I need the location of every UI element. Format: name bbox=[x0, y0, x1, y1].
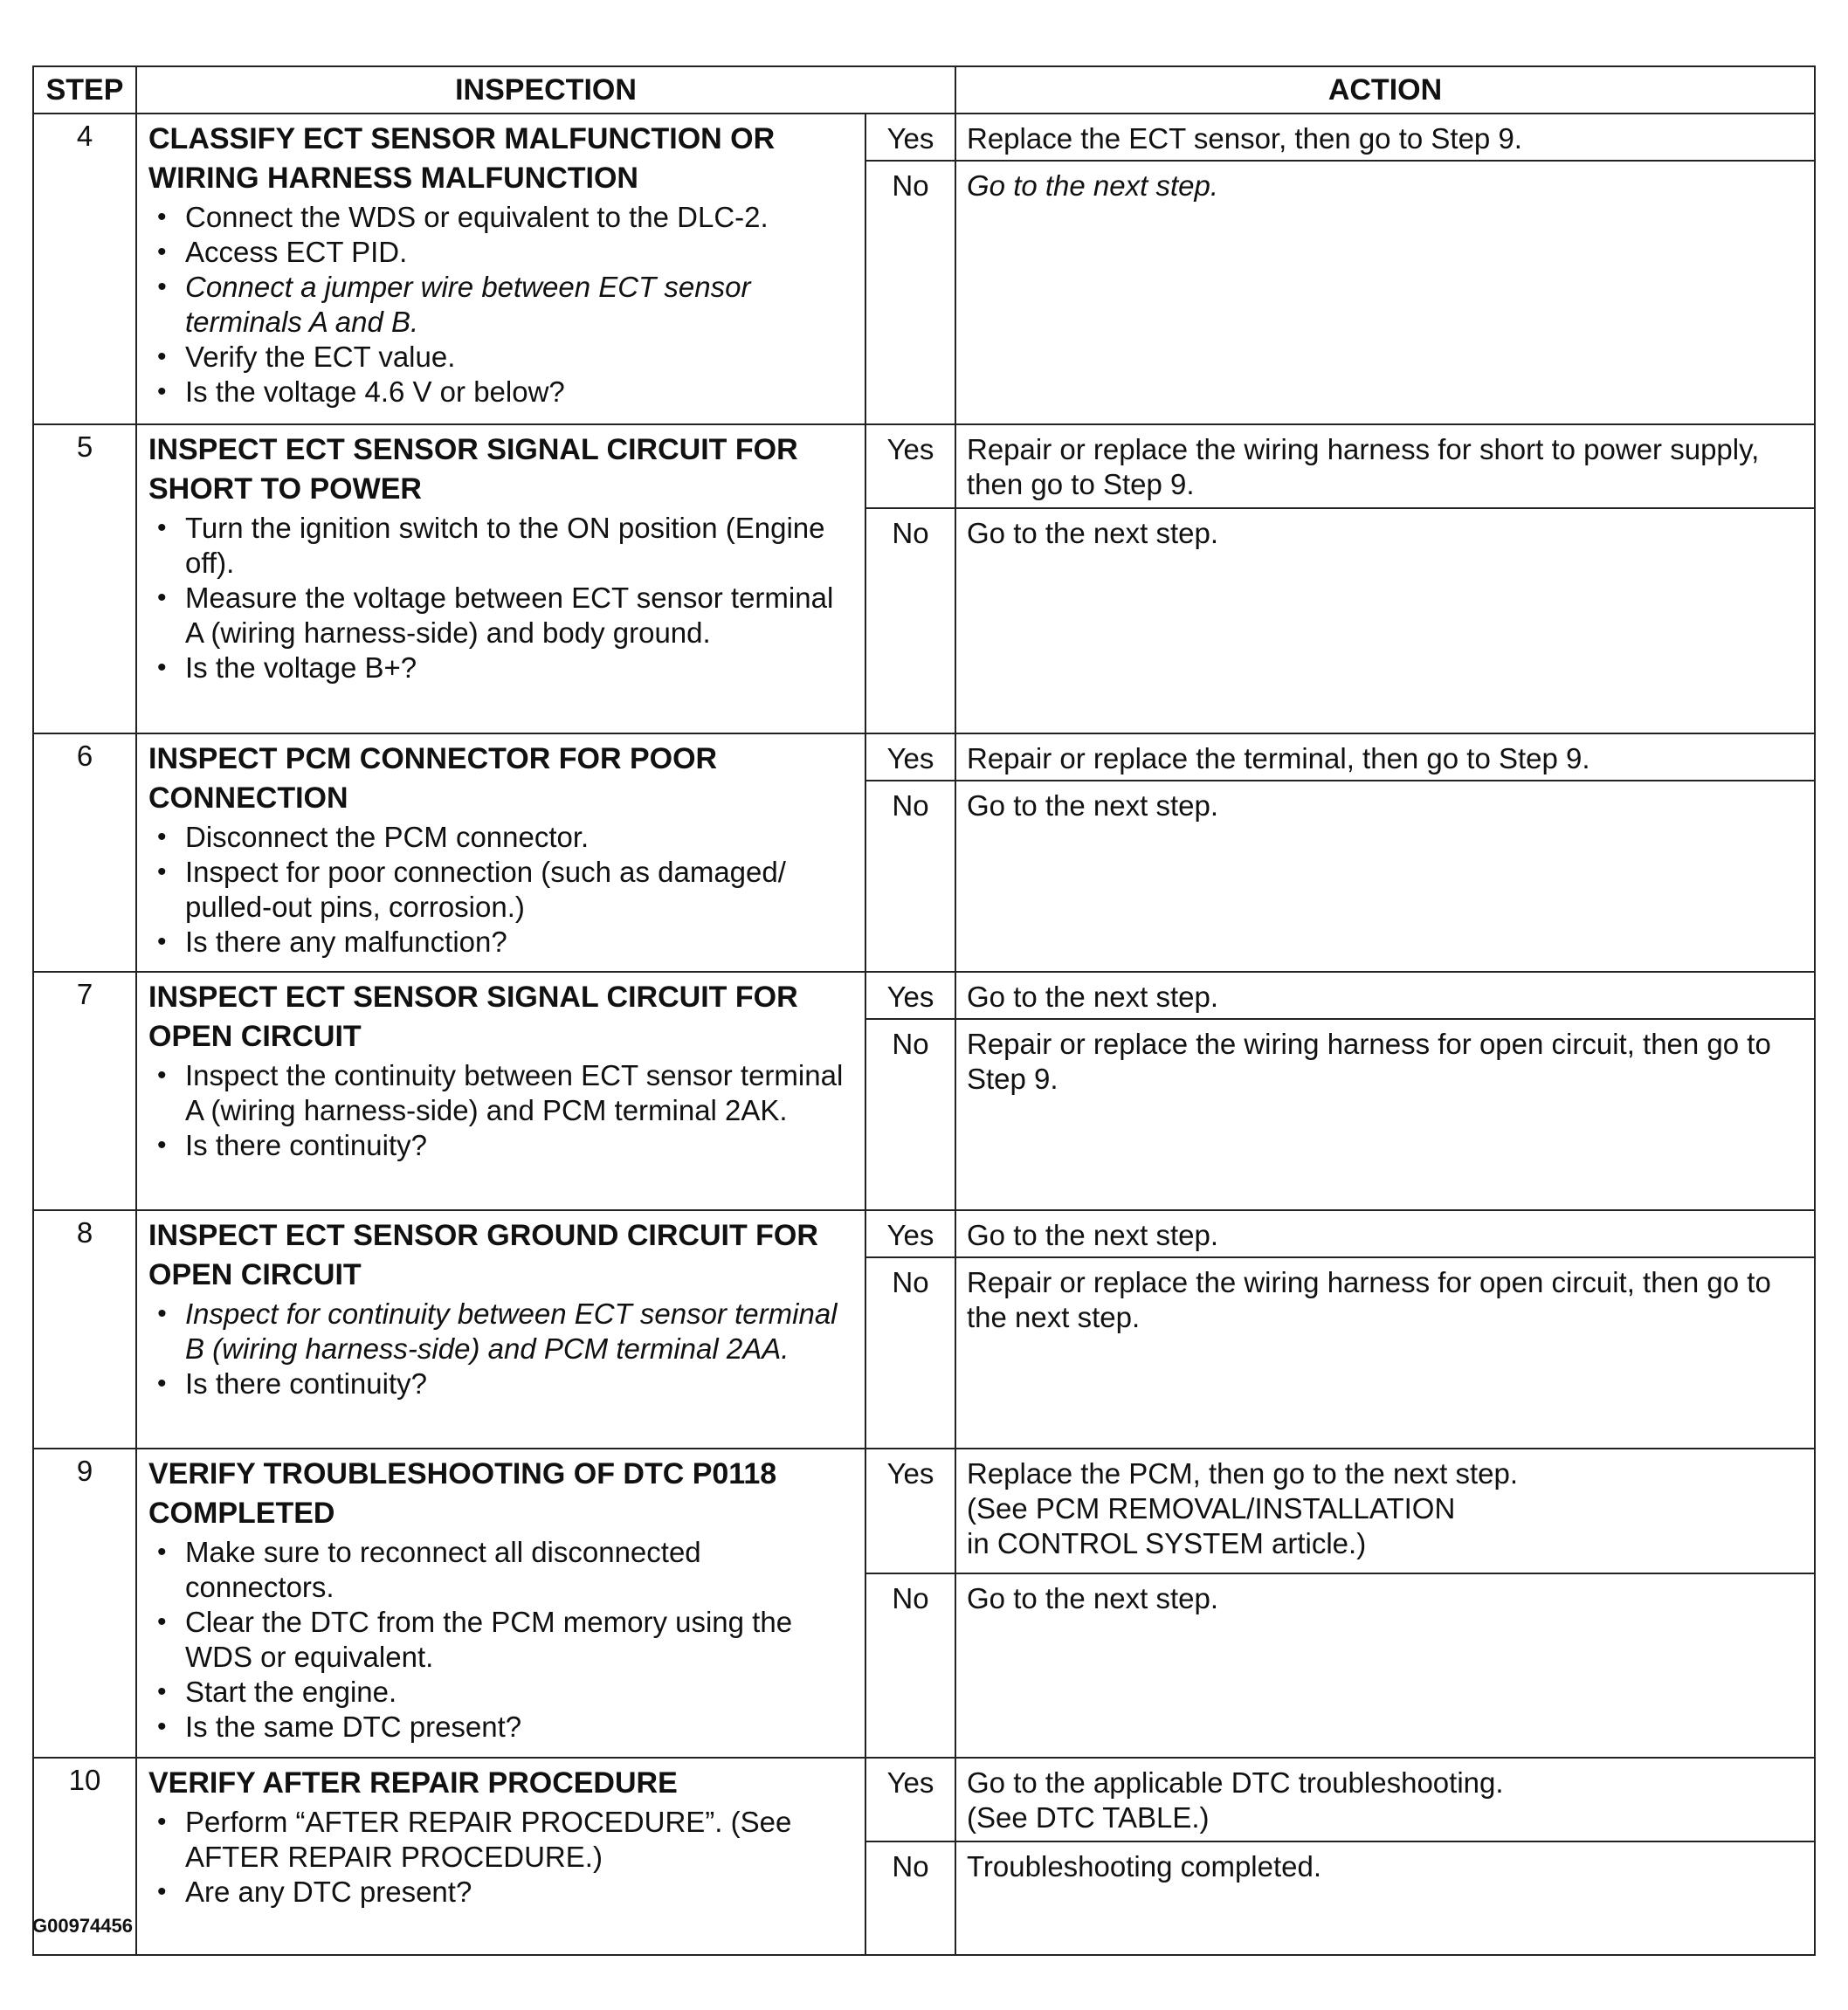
inspection-bullet: • Inspect the continuity between ECT sensor terminal A (wiring harness-side) and PCM terminal 2AK. bbox=[185, 1058, 856, 1128]
no-action: Repair or replace the wiring harness for open circuit, then go to Step 9. bbox=[955, 1019, 1815, 1210]
no-action: Troubleshooting completed. bbox=[955, 1841, 1815, 1955]
yes-label: Yes bbox=[865, 733, 955, 781]
inspection-bullet: • Turn the ignition switch to the ON position (Engine off). bbox=[185, 511, 856, 581]
yes-action: Repair or replace the wiring harness for short to power supply, then go to Step 9. bbox=[955, 424, 1815, 508]
step-number: 6 bbox=[33, 733, 136, 972]
inspection-title: INSPECT ECT SENSOR SIGNAL CIRCUIT FOR SHORT TO POWER bbox=[148, 433, 798, 506]
step-row bbox=[33, 1449, 1815, 1573]
inspection-title: VERIFY TROUBLESHOOTING OF DTC P0118 COMPLETED bbox=[148, 1457, 777, 1530]
step-row bbox=[33, 1758, 1815, 1841]
header-step: STEP bbox=[33, 66, 136, 114]
inspection-title: INSPECT PCM CONNECTOR FOR POOR CONNECTION bbox=[148, 742, 718, 815]
yes-action: Replace the ECT sensor, then go to Step 9. bbox=[955, 114, 1815, 161]
yes-label: Yes bbox=[865, 972, 955, 1019]
inspection-cell bbox=[136, 1758, 865, 1955]
inspection-bullets bbox=[148, 1535, 856, 1745]
yes-label: Yes bbox=[865, 424, 955, 508]
step-number: 5 bbox=[33, 424, 136, 733]
inspection-bullet: • Connect the WDS or equivalent to the DLC-2. bbox=[185, 200, 856, 235]
inspection-bullets bbox=[148, 511, 856, 685]
inspection-bullet: • Access ECT PID. bbox=[185, 235, 856, 270]
inspection-bullets bbox=[148, 1058, 856, 1163]
no-label: No bbox=[865, 1257, 955, 1449]
inspection-bullet: • Measure the voltage between ECT sensor terminal A (wiring harness-side) and body ground. bbox=[185, 581, 856, 650]
inspection-bullets bbox=[148, 200, 856, 410]
step-row bbox=[33, 972, 1815, 1019]
yes-action: Repair or replace the terminal, then go to Step 9. bbox=[955, 733, 1815, 781]
inspection-bullet: • Is the voltage 4.6 V or below? bbox=[185, 375, 856, 410]
figure-id: G00974456 bbox=[32, 1915, 133, 1937]
yes-label: Yes bbox=[865, 1758, 955, 1841]
yes-label: Yes bbox=[865, 1449, 955, 1573]
step-number: 9 bbox=[33, 1449, 136, 1758]
inspection-bullet: • Make sure to reconnect all disconnected connectors. bbox=[185, 1535, 856, 1605]
troubleshooting-table bbox=[32, 65, 1816, 1956]
inspection-bullets bbox=[148, 1805, 856, 1910]
inspection-title: INSPECT ECT SENSOR GROUND CIRCUIT FOR OPEN CIRCUIT bbox=[148, 1219, 818, 1291]
no-label: No bbox=[865, 1841, 955, 1955]
yes-label: Yes bbox=[865, 114, 955, 161]
inspection-cell bbox=[136, 114, 865, 424]
inspection-bullet: • Is there any malfunction? bbox=[185, 925, 856, 960]
inspection-title: VERIFY AFTER REPAIR PROCEDURE bbox=[148, 1766, 678, 1800]
inspection-title: INSPECT ECT SENSOR SIGNAL CIRCUIT FOR OPEN CIRCUIT bbox=[148, 981, 798, 1053]
no-action: Go to the next step. bbox=[955, 161, 1815, 424]
no-action: Go to the next step. bbox=[955, 1573, 1815, 1758]
inspection-bullets bbox=[148, 820, 856, 960]
inspection-bullet: • Is the voltage B+? bbox=[185, 650, 856, 685]
no-label: No bbox=[865, 161, 955, 424]
no-label: No bbox=[865, 508, 955, 733]
header-action: ACTION bbox=[955, 66, 1815, 114]
inspection-cell bbox=[136, 1449, 865, 1758]
step-row bbox=[33, 424, 1815, 508]
inspection-bullet: • Verify the ECT value. bbox=[185, 340, 856, 375]
inspection-bullets bbox=[148, 1297, 856, 1401]
yes-action: Go to the next step. bbox=[955, 1210, 1815, 1257]
yes-action: Go to the next step. bbox=[955, 972, 1815, 1019]
step-number: 10 bbox=[33, 1758, 136, 1955]
inspection-bullet: • Connect a jumper wire between ECT sensor terminals A and B. bbox=[185, 270, 856, 340]
header-row bbox=[33, 66, 1815, 114]
no-label: No bbox=[865, 1573, 955, 1758]
step-number: 7 bbox=[33, 972, 136, 1210]
no-action: Go to the next step. bbox=[955, 508, 1815, 733]
yes-action: Go to the applicable DTC troubleshooting. (See DTC TABLE.) bbox=[955, 1758, 1815, 1841]
inspection-bullet: • Start the engine. bbox=[185, 1675, 856, 1710]
header-inspection: INSPECTION bbox=[136, 66, 955, 114]
inspection-bullet: • Inspect for poor connection (such as damaged/ pulled-out pins, corrosion.) bbox=[185, 855, 856, 925]
inspection-bullet: • Inspect for continuity between ECT sensor terminal B (wiring harness-side) and PCM terminal 2AA. bbox=[185, 1297, 856, 1366]
step-row bbox=[33, 114, 1815, 161]
inspection-cell bbox=[136, 733, 865, 972]
inspection-bullet: • Is there continuity? bbox=[185, 1128, 856, 1163]
inspection-bullet: • Clear the DTC from the PCM memory using the WDS or equivalent. bbox=[185, 1605, 856, 1675]
inspection-cell bbox=[136, 1210, 865, 1449]
step-row bbox=[33, 1210, 1815, 1257]
no-action: Go to the next step. bbox=[955, 781, 1815, 972]
step-number: 8 bbox=[33, 1210, 136, 1449]
step-row bbox=[33, 733, 1815, 781]
inspection-title: CLASSIFY ECT SENSOR MALFUNCTION OR WIRING HARNESS MALFUNCTION bbox=[148, 122, 776, 195]
inspection-cell bbox=[136, 972, 865, 1210]
no-action: Repair or replace the wiring harness for open circuit, then go to the next step. bbox=[955, 1257, 1815, 1449]
yes-action: Replace the PCM, then go to the next step. (See PCM REMOVAL/INSTALLATION in CONTROL SYSTEM article.) bbox=[955, 1449, 1815, 1573]
inspection-bullet: • Are any DTC present? bbox=[185, 1875, 856, 1910]
step-number: 4 bbox=[33, 114, 136, 424]
inspection-cell bbox=[136, 424, 865, 733]
yes-label: Yes bbox=[865, 1210, 955, 1257]
no-label: No bbox=[865, 781, 955, 972]
inspection-bullet: • Is the same DTC present? bbox=[185, 1710, 856, 1745]
inspection-bullet: • Is there continuity? bbox=[185, 1366, 856, 1401]
inspection-bullet: • Disconnect the PCM connector. bbox=[185, 820, 856, 855]
inspection-bullet: • Perform “AFTER REPAIR PROCEDURE”. (See AFTER REPAIR PROCEDURE.) bbox=[185, 1805, 856, 1875]
no-label: No bbox=[865, 1019, 955, 1210]
